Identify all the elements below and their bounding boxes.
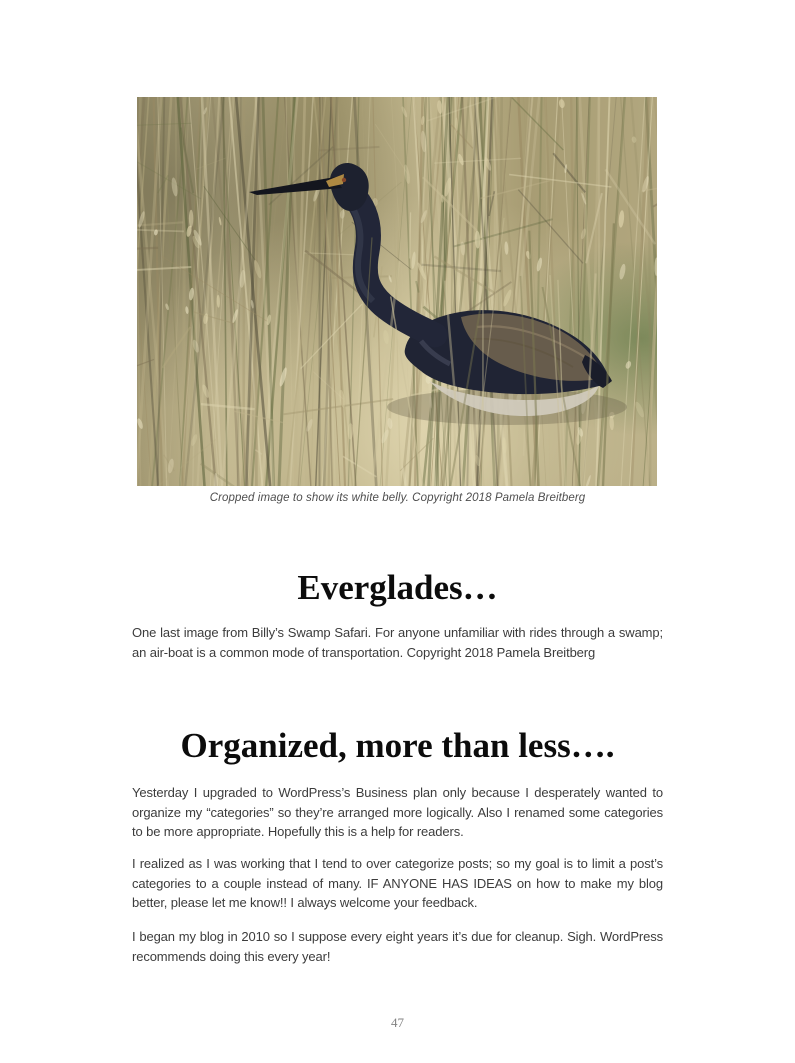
paragraph-blog-cleanup: I began my blog in 2010 so I suppose every eight years it’s due for cleanup. Sigh. WordPress recommends doing this every year! xyxy=(132,929,663,964)
heron-photo xyxy=(137,97,657,486)
heron-photo-figure xyxy=(137,97,657,486)
paragraph-categorize: I realized as I was working that I tend to over categorize posts; so my goal is to limit a post’s categories to a couple instead of many. IF ANYONE HAS IDEAS on how to make my blog better, please let me know!! I always welcome your feedback. xyxy=(132,856,663,910)
paragraph-swamp-safari: One last image from Billy’s Swamp Safari. For anyone unfamiliar with rides through a swamp; an air-boat is a common mode of transportation. Copyright 2018 Pamela Breitberg xyxy=(132,625,663,660)
page-number: 47 xyxy=(391,1015,404,1030)
heading-everglades: Everglades… xyxy=(297,568,498,607)
heading-organized: Organized, more than less…. xyxy=(180,726,615,765)
heron-eye xyxy=(342,178,346,182)
paragraph-wordpress-upgrade: Yesterday I upgraded to WordPress’s Business plan only because I desperately wanted to organize my “categories” so they’re arranged more logically. Also I renamed some categories to be more appropriate. Hopefully this is a help for readers. xyxy=(132,785,663,839)
photo-caption: Cropped image to show its white belly. Copyright 2018 Pamela Breitberg xyxy=(209,492,586,504)
